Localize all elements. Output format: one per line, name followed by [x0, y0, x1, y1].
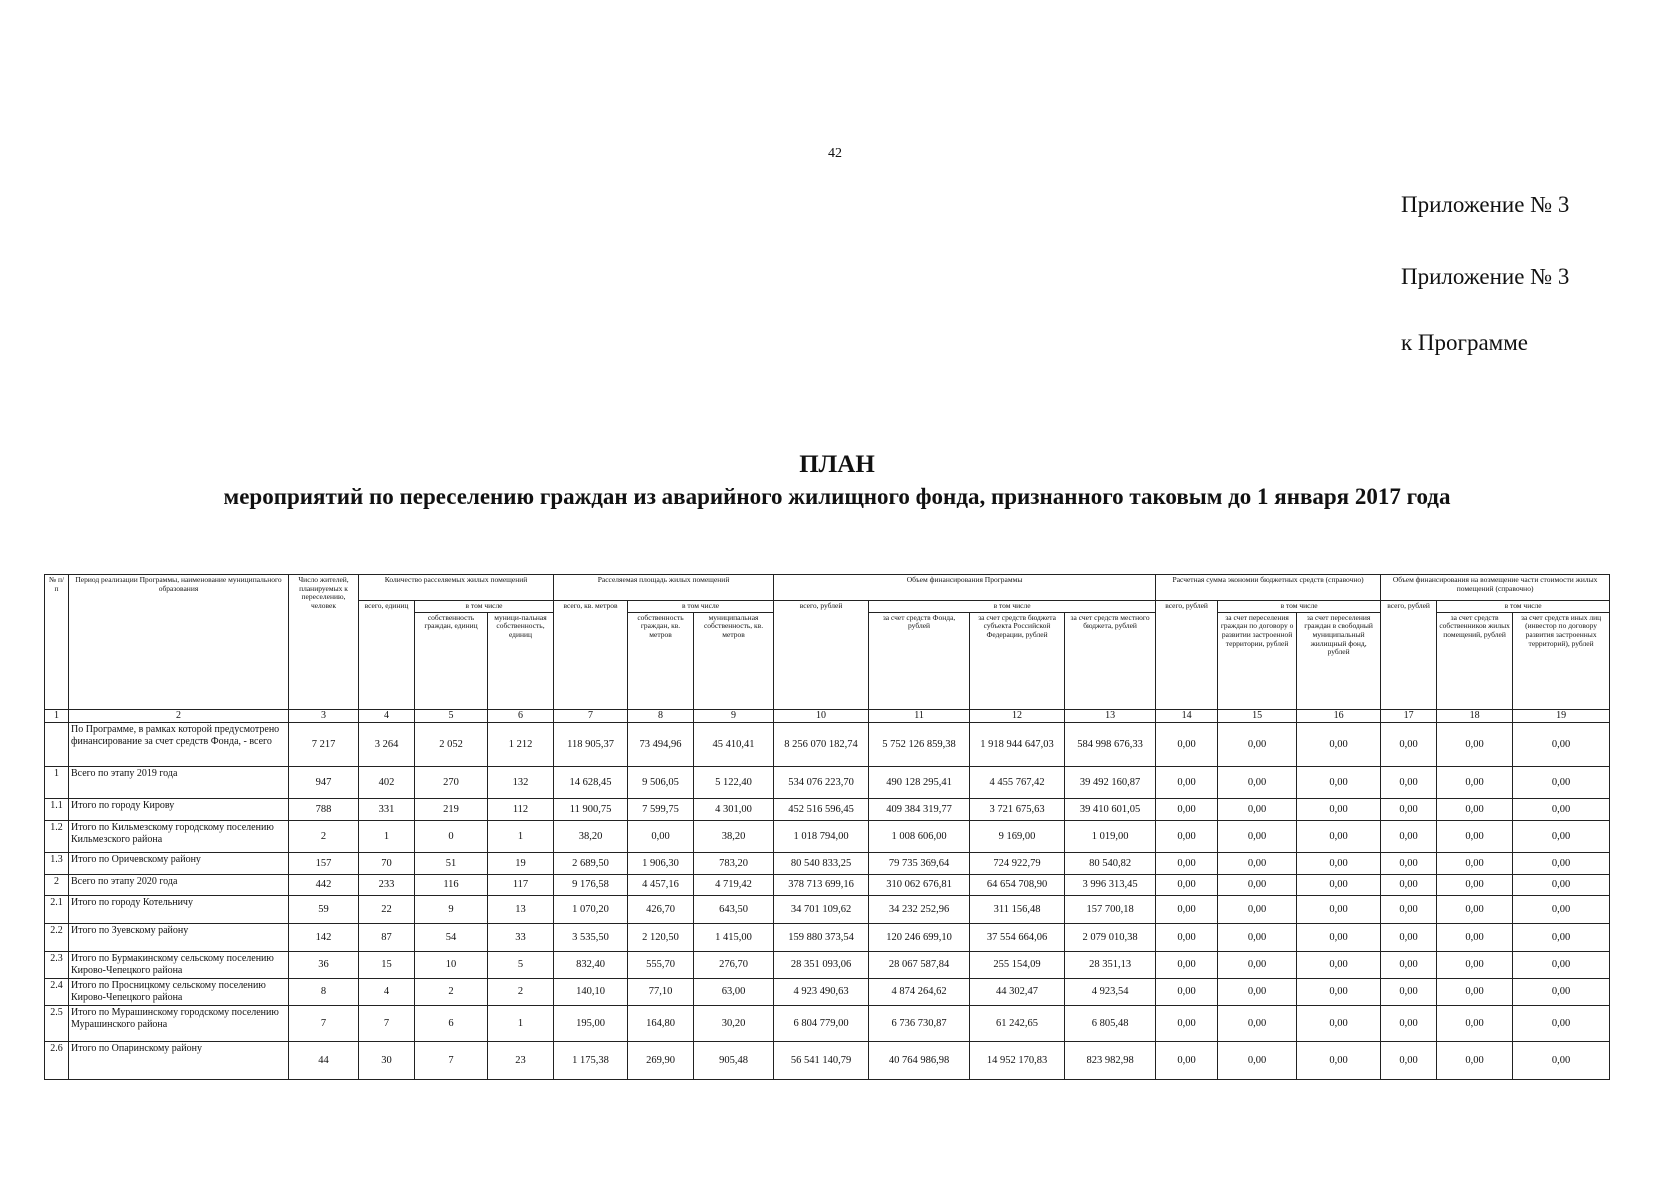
table-cell: 0,00 [1297, 895, 1381, 923]
table-cell: 4 874 264,62 [869, 978, 970, 1005]
table-cell: 37 554 664,06 [970, 923, 1065, 951]
table-cell: 0,00 [1218, 852, 1297, 874]
table-cell: 61 242,65 [970, 1005, 1065, 1041]
table-cell: 5 [488, 951, 554, 978]
row-name: Итого по Оричевскому району [69, 852, 289, 874]
table-cell: 28 351 093,06 [774, 951, 869, 978]
header-fin-sub: в том числе [869, 601, 1156, 613]
table-cell: 80 540 833,25 [774, 852, 869, 874]
table-cell: 44 [289, 1041, 359, 1079]
table-cell: 7 599,75 [628, 798, 694, 820]
table-row [45, 820, 1610, 852]
table-cell: 783,20 [694, 852, 774, 874]
column-number-cell: 17 [1381, 709, 1437, 722]
table-cell: 0,00 [1156, 820, 1218, 852]
document-subtitle: мероприятий по переселению граждан из аварийного жилищного фонда, признанного таковым до 1 января 2017 года [223, 484, 1451, 509]
table-cell: 823 982,98 [1065, 1041, 1156, 1079]
column-number-cell: 16 [1297, 709, 1381, 722]
table-cell: 19 [488, 852, 554, 874]
header-qty-total: всего, единиц [359, 601, 415, 710]
header-econ-group: Расчетная сумма экономии бюджетных средств (справочно) [1156, 575, 1381, 601]
table-cell: 426,70 [628, 895, 694, 923]
table-cell: 0,00 [1437, 798, 1513, 820]
table-cell: 14 952 170,83 [970, 1041, 1065, 1079]
row-index: 2.3 [45, 951, 69, 978]
row-index: 2.1 [45, 895, 69, 923]
table-cell: 0,00 [1156, 874, 1218, 895]
table-row [45, 852, 1610, 874]
table-cell: 0,00 [1381, 923, 1437, 951]
row-index: 1.2 [45, 820, 69, 852]
table-cell: 38,20 [554, 820, 628, 852]
row-name: Всего по этапу 2019 года [69, 766, 289, 798]
table-cell: 442 [289, 874, 359, 895]
table-cell: 54 [415, 923, 488, 951]
table-cell: 3 264 [359, 722, 415, 766]
column-number-cell: 6 [488, 709, 554, 722]
column-number-cell: 19 [1513, 709, 1610, 722]
table-cell: 0,00 [1513, 852, 1610, 874]
table-cell: 8 256 070 182,74 [774, 722, 869, 766]
row-name: Итого по городу Котельничу [69, 895, 289, 923]
column-number-cell: 2 [69, 709, 289, 722]
table-cell: 0,00 [1437, 820, 1513, 852]
table-cell: 219 [415, 798, 488, 820]
table-cell: 73 494,96 [628, 722, 694, 766]
column-number-cell: 11 [869, 709, 970, 722]
table-cell: 490 128 295,41 [869, 766, 970, 798]
plan-table [44, 574, 1610, 1080]
table-cell: 0,00 [1437, 722, 1513, 766]
table-cell: 276,70 [694, 951, 774, 978]
table-cell: 1 019,00 [1065, 820, 1156, 852]
table-row [45, 766, 1610, 798]
table-cell: 0,00 [1513, 820, 1610, 852]
table-cell: 11 900,75 [554, 798, 628, 820]
table-cell: 0,00 [1437, 874, 1513, 895]
table-cell: 34 232 252,96 [869, 895, 970, 923]
table-cell: 7 [289, 1005, 359, 1041]
table-cell: 0,00 [1513, 951, 1610, 978]
table-cell: 788 [289, 798, 359, 820]
table-cell: 0,00 [1156, 766, 1218, 798]
table-cell: 0,00 [1381, 766, 1437, 798]
table-cell: 0 [415, 820, 488, 852]
table-cell: 1 212 [488, 722, 554, 766]
table-cell: 5 752 126 859,38 [869, 722, 970, 766]
table-cell: 1 [488, 1005, 554, 1041]
row-name: По Программе, в рамках которой предусмотрено финансирование за счет средств Фонда, - всего [69, 722, 289, 766]
table-cell: 3 535,50 [554, 923, 628, 951]
table-cell: 159 880 373,54 [774, 923, 869, 951]
table-cell: 39 410 601,05 [1065, 798, 1156, 820]
row-index: 2.6 [45, 1041, 69, 1079]
table-cell: 6 [415, 1005, 488, 1041]
table-cell: 1 070,20 [554, 895, 628, 923]
table-cell: 70 [359, 852, 415, 874]
row-name: Итого по Мурашинскому городскому поселению Мурашинского района [69, 1005, 289, 1041]
table-cell: 0,00 [1156, 978, 1218, 1005]
header-area-municipal: муниципальная собственность, кв. метров [694, 612, 774, 709]
table-cell: 9 169,00 [970, 820, 1065, 852]
table-cell: 0,00 [1381, 852, 1437, 874]
table-cell: 0,00 [1437, 852, 1513, 874]
table-cell: 0,00 [1156, 895, 1218, 923]
table-cell: 0,00 [1297, 874, 1381, 895]
header-qty-private: собственность граждан, единиц [415, 612, 488, 709]
table-cell: 0,00 [1437, 923, 1513, 951]
table-cell: 0,00 [1218, 895, 1297, 923]
column-number-cell: 9 [694, 709, 774, 722]
table-cell: 270 [415, 766, 488, 798]
column-number-cell: 3 [289, 709, 359, 722]
table-cell: 1 918 944 647,03 [970, 722, 1065, 766]
table-cell: 4 923,54 [1065, 978, 1156, 1005]
table-cell: 79 735 369,64 [869, 852, 970, 874]
table-cell: 643,50 [694, 895, 774, 923]
table-cell: 269,90 [628, 1041, 694, 1079]
header-comp-total: всего, рублей [1381, 601, 1437, 710]
table-cell: 120 246 699,10 [869, 923, 970, 951]
column-number-cell: 13 [1065, 709, 1156, 722]
appendix-program-label: к Программе [1401, 330, 1528, 355]
table-cell: 0,00 [1381, 820, 1437, 852]
table-cell: 4 719,42 [694, 874, 774, 895]
table-cell: 117 [488, 874, 554, 895]
table-cell: 33 [488, 923, 554, 951]
column-number-cell: 1 [45, 709, 69, 722]
table-cell: 534 076 223,70 [774, 766, 869, 798]
column-number-cell: 18 [1437, 709, 1513, 722]
header-qty-group: Количество расселяемых жилых помещений [359, 575, 554, 601]
table-cell: 0,00 [1156, 951, 1218, 978]
table-cell: 0,00 [1381, 874, 1437, 895]
table-cell: 116 [415, 874, 488, 895]
header-comp-sub: в том числе [1437, 601, 1610, 613]
header-econ-free: за счет переселения граждан в свободный муниципальный жилищный фонд, рублей [1297, 612, 1381, 709]
table-cell: 0,00 [1218, 820, 1297, 852]
header-fin-group: Объем финансирования Программы [774, 575, 1156, 601]
table-cell: 0,00 [1156, 923, 1218, 951]
table-cell: 832,40 [554, 951, 628, 978]
table-cell: 38,20 [694, 820, 774, 852]
table-cell: 59 [289, 895, 359, 923]
table-cell: 2 [488, 978, 554, 1005]
table-row [45, 951, 1610, 978]
header-fin-region: за счет средств бюджета субъекта Российской Федерации, рублей [970, 612, 1065, 709]
header-area-private: собственность граждан, кв. метров [628, 612, 694, 709]
table-cell: 3 996 313,45 [1065, 874, 1156, 895]
header-fin-total: всего, рублей [774, 601, 869, 710]
table-cell: 112 [488, 798, 554, 820]
table-cell: 2 120,50 [628, 923, 694, 951]
row-name: Итого по Просницкому сельскому поселению Кирово-Чепецкого района [69, 978, 289, 1005]
header-comp-others: за счет средств иных лиц (инвестор по договору развития застроенных территорий), рублей [1513, 612, 1610, 709]
table-row [45, 1041, 1610, 1079]
table-cell: 1 906,30 [628, 852, 694, 874]
table-cell: 0,00 [1437, 951, 1513, 978]
table-cell: 1 415,00 [694, 923, 774, 951]
table-cell: 157 [289, 852, 359, 874]
table-cell: 0,00 [1381, 895, 1437, 923]
table-row [45, 798, 1610, 820]
table-cell: 0,00 [1437, 766, 1513, 798]
table-cell: 6 805,48 [1065, 1005, 1156, 1041]
table-cell: 0,00 [1218, 874, 1297, 895]
table-cell: 0,00 [1297, 978, 1381, 1005]
row-index: 2.4 [45, 978, 69, 1005]
column-number-cell: 14 [1156, 709, 1218, 722]
table-cell: 9 176,58 [554, 874, 628, 895]
table-cell: 157 700,18 [1065, 895, 1156, 923]
table-cell: 2 [415, 978, 488, 1005]
table-cell: 36 [289, 951, 359, 978]
table-cell: 5 122,40 [694, 766, 774, 798]
table-cell: 28 067 587,84 [869, 951, 970, 978]
table-cell: 402 [359, 766, 415, 798]
header-no: № п/п [45, 575, 69, 710]
table-cell: 30 [359, 1041, 415, 1079]
header-area-total: всего, кв. метров [554, 601, 628, 710]
table-cell: 87 [359, 923, 415, 951]
row-index [45, 722, 69, 766]
header-econ-sub: в том числе [1218, 601, 1381, 613]
header-econ-dev: за счет переселения граждан по договору о развитии застроенной территории, рублей [1218, 612, 1297, 709]
table-cell: 452 516 596,45 [774, 798, 869, 820]
table-cell: 2 [289, 820, 359, 852]
table-cell: 1 [488, 820, 554, 852]
table-cell: 0,00 [628, 820, 694, 852]
table-cell: 0,00 [1381, 1005, 1437, 1041]
column-number-cell: 5 [415, 709, 488, 722]
table-cell: 0,00 [1437, 1041, 1513, 1079]
table-cell: 13 [488, 895, 554, 923]
table-cell: 164,80 [628, 1005, 694, 1041]
table-cell: 22 [359, 895, 415, 923]
table-cell: 0,00 [1218, 1041, 1297, 1079]
header-fin-local: за счет средств местного бюджета, рублей [1065, 612, 1156, 709]
table-cell: 4 455 767,42 [970, 766, 1065, 798]
column-number-cell: 15 [1218, 709, 1297, 722]
table-cell: 233 [359, 874, 415, 895]
row-name: Итого по Зуевскому району [69, 923, 289, 951]
table-cell: 0,00 [1513, 1005, 1610, 1041]
table-cell: 118 905,37 [554, 722, 628, 766]
header-area-sub: в том числе [628, 601, 774, 613]
table-cell: 4 [359, 978, 415, 1005]
table-cell: 9 506,05 [628, 766, 694, 798]
table-cell: 0,00 [1297, 852, 1381, 874]
table-cell: 378 713 699,16 [774, 874, 869, 895]
table-cell: 4 923 490,63 [774, 978, 869, 1005]
column-number-cell: 10 [774, 709, 869, 722]
table-cell: 10 [415, 951, 488, 978]
row-name: Итого по Опаринскому району [69, 1041, 289, 1079]
table-cell: 0,00 [1513, 978, 1610, 1005]
table-cell: 6 736 730,87 [869, 1005, 970, 1041]
table-cell: 0,00 [1513, 798, 1610, 820]
table-cell: 0,00 [1156, 798, 1218, 820]
table-cell: 0,00 [1437, 895, 1513, 923]
table-cell: 77,10 [628, 978, 694, 1005]
column-number-cell: 12 [970, 709, 1065, 722]
table-cell: 44 302,47 [970, 978, 1065, 1005]
table-row [45, 874, 1610, 895]
table-cell: 0,00 [1297, 951, 1381, 978]
row-index: 1 [45, 766, 69, 798]
table-cell: 1 175,38 [554, 1041, 628, 1079]
table-cell: 4 301,00 [694, 798, 774, 820]
table-cell: 80 540,82 [1065, 852, 1156, 874]
table-cell: 4 457,16 [628, 874, 694, 895]
table-cell: 3 721 675,63 [970, 798, 1065, 820]
table-cell: 0,00 [1381, 951, 1437, 978]
table-cell: 255 154,09 [970, 951, 1065, 978]
table-cell: 0,00 [1381, 1041, 1437, 1079]
header-econ-total: всего, рублей [1156, 601, 1218, 710]
table-cell: 6 804 779,00 [774, 1005, 869, 1041]
appendix-label: Приложение № 3 [1401, 192, 1570, 217]
table-cell: 0,00 [1297, 798, 1381, 820]
table-cell: 2 689,50 [554, 852, 628, 874]
table-cell: 9 [415, 895, 488, 923]
table-cell: 0,00 [1218, 923, 1297, 951]
table-cell: 0,00 [1156, 1041, 1218, 1079]
row-index: 1.1 [45, 798, 69, 820]
row-name: Итого по Кильмезскому городскому поселению Кильмезского района [69, 820, 289, 852]
table-cell: 0,00 [1381, 978, 1437, 1005]
table-cell: 0,00 [1381, 798, 1437, 820]
table-cell: 0,00 [1297, 722, 1381, 766]
table-cell: 30,20 [694, 1005, 774, 1041]
table-cell: 311 156,48 [970, 895, 1065, 923]
table-cell: 0,00 [1156, 1005, 1218, 1041]
table-cell: 0,00 [1218, 766, 1297, 798]
table-cell: 14 628,45 [554, 766, 628, 798]
table-cell: 7 [415, 1041, 488, 1079]
appendix-label: Приложение № 3 [1401, 264, 1570, 289]
header-comp-group: Объем финансирования на возмещение части стоимости жилых помещений (справочно) [1381, 575, 1610, 601]
row-name: Всего по этапу 2020 года [69, 874, 289, 895]
table-cell: 0,00 [1513, 766, 1610, 798]
table-cell: 140,10 [554, 978, 628, 1005]
table-row [45, 978, 1610, 1005]
table-row [45, 895, 1610, 923]
table-cell: 0,00 [1513, 923, 1610, 951]
table-cell: 555,70 [628, 951, 694, 978]
table-cell: 0,00 [1297, 923, 1381, 951]
column-number-row [45, 709, 1610, 722]
table-cell: 0,00 [1156, 852, 1218, 874]
table-cell: 0,00 [1381, 722, 1437, 766]
table-cell: 0,00 [1218, 722, 1297, 766]
table-cell: 15 [359, 951, 415, 978]
row-name: Итого по Бурмакинскому сельскому поселению Кирово-Чепецкого района [69, 951, 289, 978]
table-cell: 0,00 [1297, 1041, 1381, 1079]
table-cell: 23 [488, 1041, 554, 1079]
header-qty-municipal: муници-пальная собственность, единиц [488, 612, 554, 709]
header-period: Период реализации Программы, наименование муниципального образования [69, 575, 289, 710]
table-cell: 51 [415, 852, 488, 874]
table-cell: 64 654 708,90 [970, 874, 1065, 895]
table-cell: 724 922,79 [970, 852, 1065, 874]
table-cell: 409 384 319,77 [869, 798, 970, 820]
table-cell: 28 351,13 [1065, 951, 1156, 978]
table-cell: 0,00 [1218, 1005, 1297, 1041]
table-cell: 1 008 606,00 [869, 820, 970, 852]
table-cell: 0,00 [1513, 874, 1610, 895]
table-row [45, 722, 1610, 766]
table-cell: 0,00 [1218, 798, 1297, 820]
table-cell: 39 492 160,87 [1065, 766, 1156, 798]
table-cell: 0,00 [1297, 1005, 1381, 1041]
table-cell: 0,00 [1437, 1005, 1513, 1041]
table-cell: 947 [289, 766, 359, 798]
table-cell: 310 062 676,81 [869, 874, 970, 895]
table-cell: 0,00 [1218, 978, 1297, 1005]
table-cell: 0,00 [1297, 820, 1381, 852]
header-area-group: Расселяемая площадь жилых помещений [554, 575, 774, 601]
header-comp-owners: за счет средств собственников жилых помещений, рублей [1437, 612, 1513, 709]
table-cell: 7 [359, 1005, 415, 1041]
table-row [45, 1005, 1610, 1041]
table-cell: 0,00 [1297, 766, 1381, 798]
table-cell: 331 [359, 798, 415, 820]
table-cell: 0,00 [1513, 895, 1610, 923]
table-cell: 7 217 [289, 722, 359, 766]
table-cell: 40 764 986,98 [869, 1041, 970, 1079]
table-cell: 56 541 140,79 [774, 1041, 869, 1079]
table-cell: 8 [289, 978, 359, 1005]
table-cell: 132 [488, 766, 554, 798]
header-residents: Число жителей, планируемых к переселению, человек [289, 575, 359, 710]
row-index: 2.2 [45, 923, 69, 951]
table-cell: 1 018 794,00 [774, 820, 869, 852]
plan-table-body [45, 709, 1610, 1079]
column-number-cell: 4 [359, 709, 415, 722]
table-cell: 0,00 [1156, 722, 1218, 766]
table-cell: 905,48 [694, 1041, 774, 1079]
table-cell: 0,00 [1218, 951, 1297, 978]
table-cell: 1 [359, 820, 415, 852]
header-fin-fund: за счет средств Фонда, рублей [869, 612, 970, 709]
document-title: ПЛАН [799, 451, 875, 478]
table-cell: 45 410,41 [694, 722, 774, 766]
table-cell: 0,00 [1437, 978, 1513, 1005]
table-cell: 142 [289, 923, 359, 951]
row-index: 1.3 [45, 852, 69, 874]
header-qty-sub: в том числе [415, 601, 554, 613]
row-index: 2 [45, 874, 69, 895]
row-name: Итого по городу Кирову [69, 798, 289, 820]
table-cell: 195,00 [554, 1005, 628, 1041]
column-number-cell: 8 [628, 709, 694, 722]
table-cell: 2 052 [415, 722, 488, 766]
table-cell: 63,00 [694, 978, 774, 1005]
row-index: 2.5 [45, 1005, 69, 1041]
table-cell: 2 079 010,38 [1065, 923, 1156, 951]
page-number: 42 [828, 146, 842, 161]
table-row [45, 923, 1610, 951]
table-cell: 0,00 [1513, 722, 1610, 766]
column-number-cell: 7 [554, 709, 628, 722]
table-cell: 584 998 676,33 [1065, 722, 1156, 766]
table-cell: 34 701 109,62 [774, 895, 869, 923]
table-cell: 0,00 [1513, 1041, 1610, 1079]
